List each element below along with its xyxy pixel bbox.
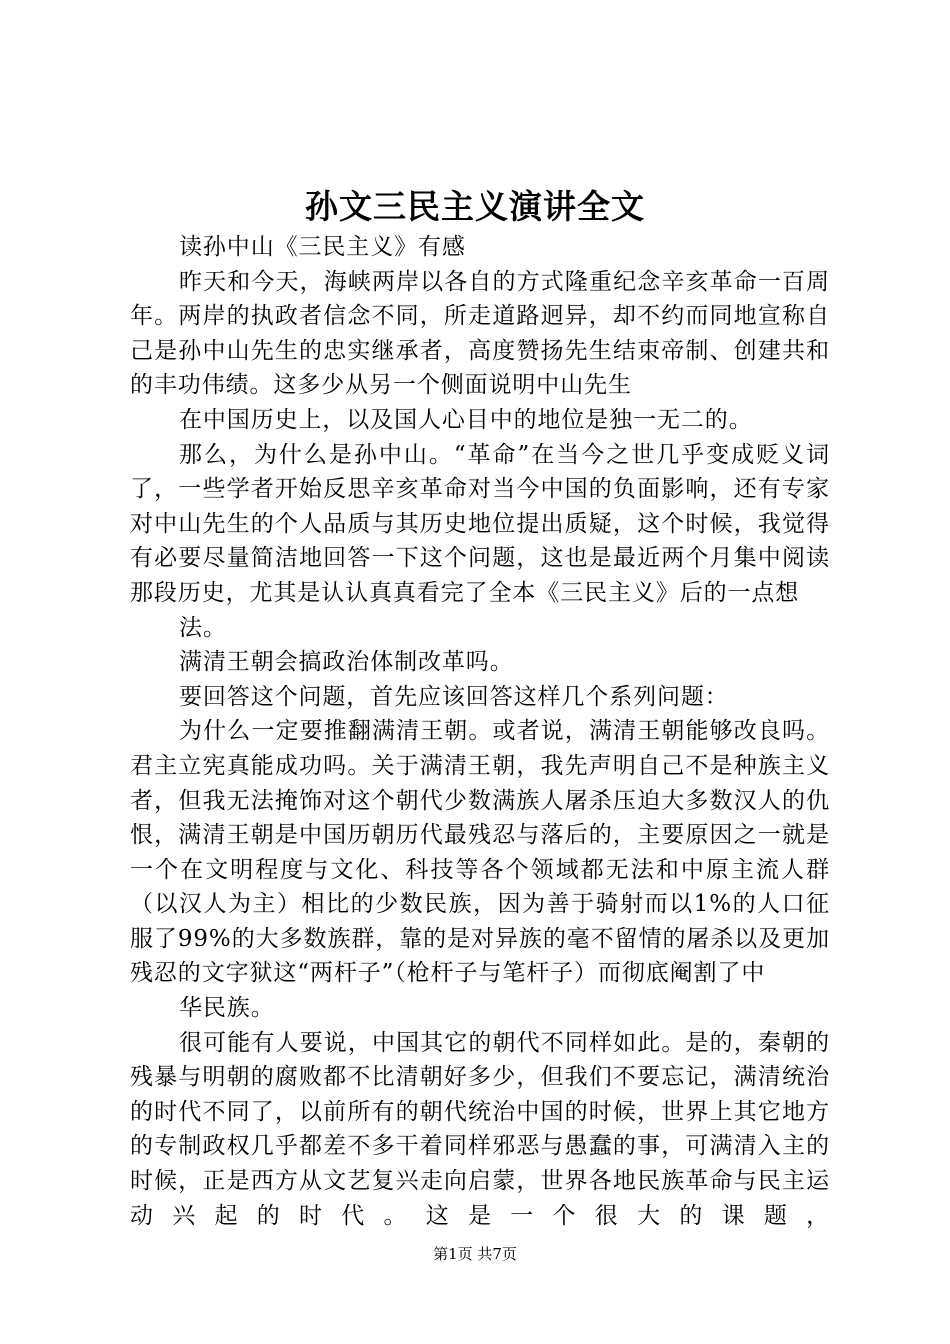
paragraph: 满清王朝会搞政治体制改革吗。 xyxy=(179,649,514,676)
paragraph: 华民族。 xyxy=(179,995,275,1022)
page-number-footer: 第1页 共7页 xyxy=(433,1245,517,1263)
document-title: 孙文三民主义演讲全文 xyxy=(305,187,645,226)
paragraph-subtitle: 读孙中山《三民主义》有感 xyxy=(179,234,466,260)
paragraph: 昨天和今天，海峡两岸以各自的方式隆重纪念辛亥革命一百周年。两岸的执政者信念不同，所走道路迥异，却不约而同地宣称自己是孙中山先生的忠实继承者，高度赞扬先生结束帝制、创建共和的丰功伟绩。这多少从另一个侧面说明中山先生 xyxy=(130,268,830,399)
document-body xyxy=(130,230,830,1233)
paragraph: 为什么一定要推翻满清王朝。或者说，满清王朝能够改良吗。君主立宪真能成功吗。关于满清王朝，我先声明自己不是种族主义者，但我无法掩饰对这个朝代少数满族人屠杀压迫大多数汉人的仇恨，满清王朝是中国历朝历代最残忍与落后的，主要原因之一就是一个在文明程度与文化、科技等各个领域都无法和中原主流人群（以汉人为主）相比的少数民族，因为善于骑射而以1%的人口征服了99%的大多数族群，靠的是对异族的毫不留情的屠杀以及更加残忍的文字狱这“两杆子”（枪杆子与笔杆子）而彻底阉割了中 xyxy=(130,718,830,987)
paragraph: 在中国历史上，以及国人心目中的地位是独一无二的。 xyxy=(179,406,753,433)
paragraph: 法。 xyxy=(179,614,227,641)
paragraph: 那么，为什么是孙中山。“革命”在当今之世几乎变成贬义词了，一些学者开始反思辛亥革命对当今中国的负面影响，还有专家对中山先生的个人品质与其历史地位提出质疑，这个时候，我觉得有必要尽量简洁地回答一下这个问题，这也是最近两个月集中阅读那段历史，尤其是认认真真看完了全本《三民主义》后的一点想 xyxy=(130,441,830,606)
paragraph: 很可能有人要说，中国其它的朝代不同样如此。是的，秦朝的残暴与明朝的腐败都不比清朝好多少，但我们不要忘记，满清统治的时代不同了，以前所有的朝代统治中国的时候，世界上其它地方的专制政权几乎都差不多干着同样邪恶与愚蠢的事，可满清入主的时候，正是西方从文艺复兴走向启蒙，世界各地民族革命与民主运动兴起的时代。这是一个很大的课题， xyxy=(130,1029,830,1229)
paragraph: 要回答这个问题，首先应该回答这样几个系列问题： xyxy=(179,683,729,710)
